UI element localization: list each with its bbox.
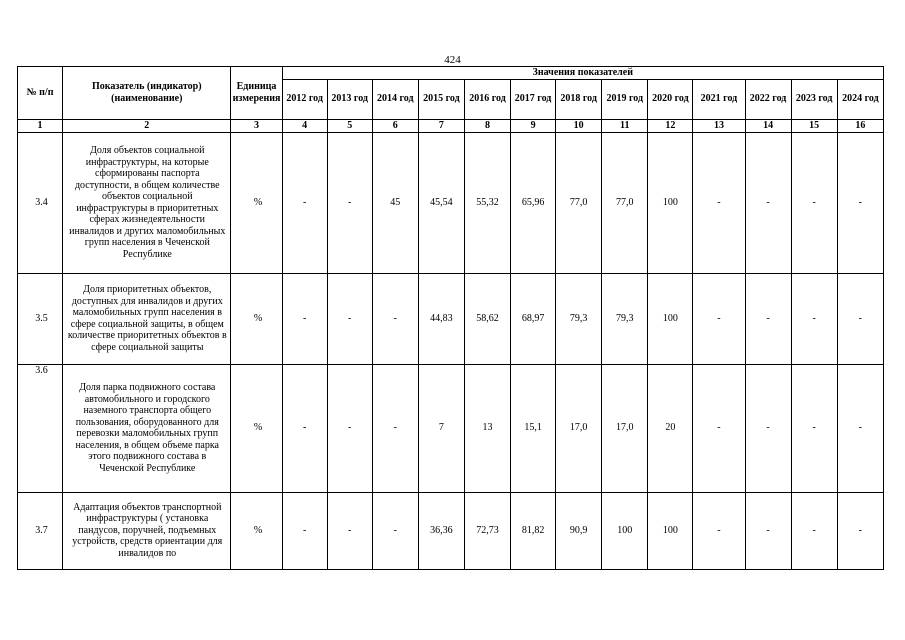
value-cell: - — [791, 273, 837, 364]
column-number: 4 — [282, 119, 327, 132]
column-number: 16 — [837, 119, 883, 132]
value-cell: - — [745, 492, 791, 569]
header-year: 2019 год — [602, 79, 648, 119]
value-cell: - — [837, 273, 883, 364]
value-cell: - — [693, 273, 745, 364]
value-cell: - — [327, 492, 372, 569]
value-cell: 65,96 — [511, 132, 556, 273]
row-index: 3.7 — [18, 492, 63, 569]
header-year: 2020 год — [648, 79, 693, 119]
column-number: 6 — [372, 119, 418, 132]
value-cell: 45 — [372, 132, 418, 273]
column-number: 7 — [418, 119, 464, 132]
column-number: 5 — [327, 119, 372, 132]
value-cell: 58,62 — [464, 273, 510, 364]
column-number: 8 — [464, 119, 510, 132]
header-year: 2022 год — [745, 79, 791, 119]
unit-cell: % — [231, 273, 282, 364]
value-cell: - — [837, 132, 883, 273]
value-cell: 15,1 — [511, 364, 556, 492]
column-number: 13 — [693, 119, 745, 132]
value-cell: 7 — [418, 364, 464, 492]
value-cell: 100 — [648, 492, 693, 569]
column-number: 12 — [648, 119, 693, 132]
header-year: 2017 год — [511, 79, 556, 119]
value-cell: - — [745, 273, 791, 364]
indicator-name: Доля объектов социальной инфраструктуры, на которые сформированы паспорта доступности, в общем количестве объектов социальной инфраструктуры в приоритетных сферах жизнедеятельности инвалидов и других маломобильных групп населения в Чеченской Республике — [63, 132, 231, 273]
header-year: 2024 год — [837, 79, 883, 119]
header-year: 2016 год — [464, 79, 510, 119]
value-cell: 13 — [464, 364, 510, 492]
value-cell: - — [791, 364, 837, 492]
unit-cell: % — [231, 132, 282, 273]
header-unit: Единица измерения — [231, 67, 282, 120]
header-values-group: Значения показателей — [282, 67, 883, 80]
value-cell: 72,73 — [464, 492, 510, 569]
table-row — [18, 492, 884, 569]
value-cell: - — [282, 132, 327, 273]
value-cell: 100 — [648, 273, 693, 364]
header-year: 2012 год — [282, 79, 327, 119]
value-cell: 100 — [602, 492, 648, 569]
value-cell: 36,36 — [418, 492, 464, 569]
value-cell: 79,3 — [602, 273, 648, 364]
indicator-name: Доля приоритетных объектов, доступных для инвалидов и других маломобильных групп населения в сфере социальной защиты, в общем количестве приоритетных объектов в сфере социальной защиты — [63, 273, 231, 364]
value-cell: - — [693, 132, 745, 273]
value-cell: - — [791, 132, 837, 273]
header-year: 2021 год — [693, 79, 745, 119]
column-number: 1 — [18, 119, 63, 132]
value-cell: 90,9 — [556, 492, 602, 569]
indicator-name: Доля парка подвижного состава автомобильного и городского наземного транспорта общего пользования, оборудованного для перевозки маломобильных групп населения, в общем объеме парка этого подвижного состава в Чеченской Республике — [63, 364, 231, 492]
table-row — [18, 132, 884, 273]
value-cell: 55,32 — [464, 132, 510, 273]
row-index: 3.5 — [18, 273, 63, 364]
header-num: № п/п — [18, 67, 63, 120]
column-number: 14 — [745, 119, 791, 132]
indicator-name: Адаптация объектов транспортной инфраструктуры ( установка пандусов, поручней, подъемных устройств, средств ориентации для инвалидов по — [63, 492, 231, 569]
value-cell: - — [372, 364, 418, 492]
header-year: 2023 год — [791, 79, 837, 119]
value-cell: - — [372, 492, 418, 569]
unit-cell: % — [231, 364, 282, 492]
value-cell: 17,0 — [556, 364, 602, 492]
value-cell: - — [837, 364, 883, 492]
value-cell: 44,83 — [418, 273, 464, 364]
table-row — [18, 364, 884, 492]
header-year: 2015 год — [418, 79, 464, 119]
value-cell: 20 — [648, 364, 693, 492]
value-cell: - — [693, 492, 745, 569]
header-indicator: Показатель (индикатор) (наименование) — [63, 67, 231, 120]
column-number: 11 — [602, 119, 648, 132]
value-cell: 77,0 — [556, 132, 602, 273]
table-row — [18, 273, 884, 364]
header-year: 2018 год — [556, 79, 602, 119]
unit-cell: % — [231, 492, 282, 569]
column-number: 3 — [231, 119, 282, 132]
value-cell: 77,0 — [602, 132, 648, 273]
value-cell: - — [282, 364, 327, 492]
value-cell: 45,54 — [418, 132, 464, 273]
value-cell: 79,3 — [556, 273, 602, 364]
indicators-table — [17, 66, 884, 570]
value-cell: 17,0 — [602, 364, 648, 492]
value-cell: 81,82 — [511, 492, 556, 569]
value-cell: - — [837, 492, 883, 569]
value-cell: - — [745, 132, 791, 273]
value-cell: - — [327, 364, 372, 492]
column-number: 2 — [63, 119, 231, 132]
value-cell: - — [745, 364, 791, 492]
value-cell: - — [693, 364, 745, 492]
column-number: 10 — [556, 119, 602, 132]
value-cell: - — [327, 273, 372, 364]
header-year: 2013 год — [327, 79, 372, 119]
value-cell: - — [791, 492, 837, 569]
value-cell: - — [282, 273, 327, 364]
row-index: 3.6 — [18, 364, 63, 492]
column-number: 9 — [511, 119, 556, 132]
value-cell: 100 — [648, 132, 693, 273]
value-cell: - — [372, 273, 418, 364]
value-cell: - — [282, 492, 327, 569]
page-number: 424 — [444, 54, 461, 66]
header-year: 2014 год — [372, 79, 418, 119]
row-index: 3.4 — [18, 132, 63, 273]
value-cell: - — [327, 132, 372, 273]
column-number: 15 — [791, 119, 837, 132]
value-cell: 68,97 — [511, 273, 556, 364]
